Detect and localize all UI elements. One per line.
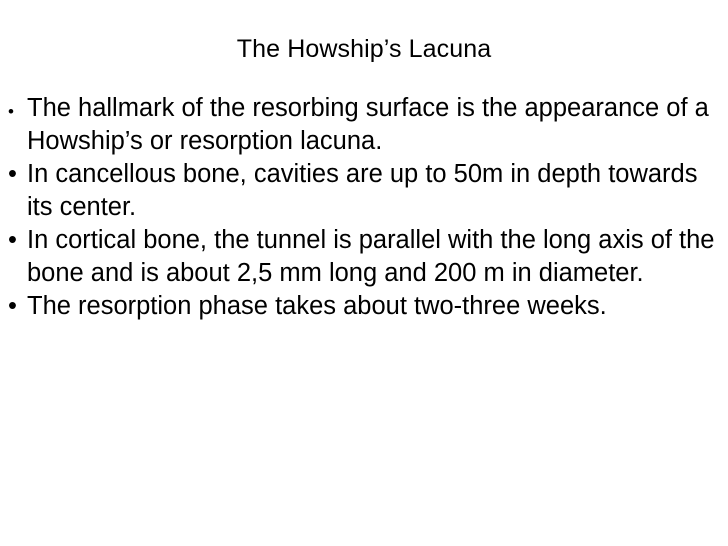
bullet-item bbox=[8, 92, 723, 158]
bullet-marker: • bbox=[8, 102, 14, 121]
bullet-item bbox=[8, 290, 723, 323]
bullet-text: The hallmark of the resorbing surface is the appearance of a Howship’s or resorption lacuna. bbox=[27, 94, 709, 155]
bullet-text: In cancellous bone, cavities are up to 50m in depth towards its center. bbox=[27, 160, 698, 221]
bullet-marker: • bbox=[8, 226, 17, 254]
bullet-item bbox=[8, 224, 723, 290]
bullet-marker: • bbox=[8, 292, 17, 320]
bullet-item bbox=[8, 158, 723, 224]
bullet-list bbox=[8, 92, 723, 323]
slide-title: The Howship’s Lacuna bbox=[236, 35, 492, 63]
bullet-text: In cortical bone, the tunnel is parallel with the long axis of the bone and is about 2,5 mm long and 200 m in diameter. bbox=[27, 226, 715, 287]
bullet-text: The resorption phase takes about two-three weeks. bbox=[27, 292, 607, 320]
bullet-marker: • bbox=[8, 160, 17, 188]
